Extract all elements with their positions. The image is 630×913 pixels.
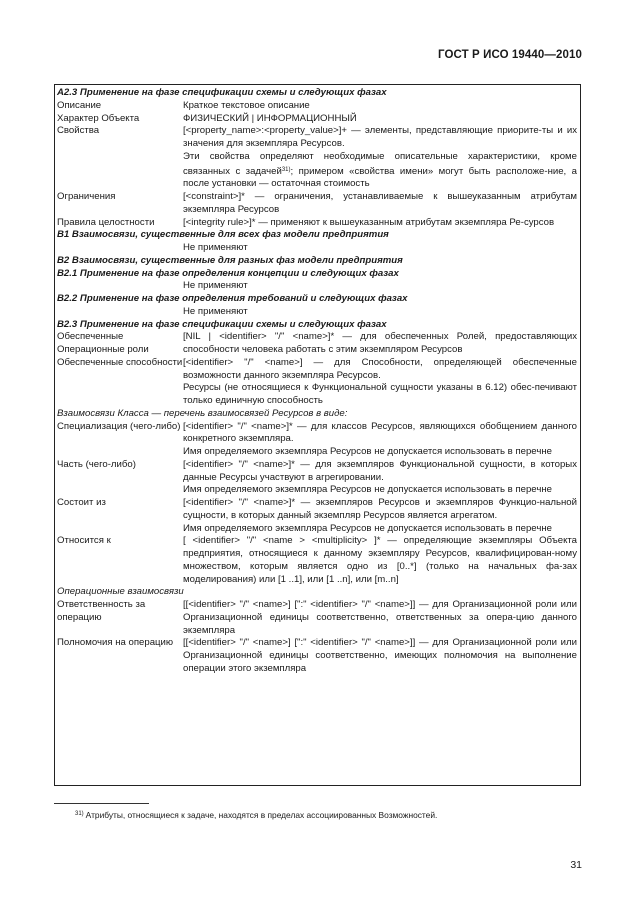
- attribute-table: [57, 87, 577, 676]
- row-description: [57, 100, 577, 113]
- value-paragraph: [<identifier> "/" <name>]* — для экземпляров Функциональной сущности, в которых данные Ресурсы участвуют в агрегировании.: [183, 458, 577, 483]
- value-paragraph: Имя определяемого экземпляра Ресурсов не допускается использовать в перечне: [183, 446, 552, 457]
- section-heading-b21: В2.1 Применение на фазе определения концепции и следующих фазах: [57, 267, 399, 279]
- value-paragraph: [<property_name>:<property_value>]+ — элементы, представляющие приорите-ты и их значения для экземпляра Ресурсов.: [183, 125, 577, 149]
- document-header: ГОСТ Р ИСО 19440—2010: [437, 49, 582, 61]
- text-span: ; примером «свойства имени» могут быть расположе-ние, а после установки — остаточная стоимость: [183, 165, 578, 190]
- footnote-ref: 31): [281, 166, 291, 173]
- term: Состоит из: [57, 497, 106, 508]
- value: [183, 497, 577, 535]
- not-applicable: Не применяют: [183, 280, 248, 292]
- section-heading-b23: В2.3 Применение на фазе спецификации схемы и следующих фазах: [57, 318, 387, 330]
- value-paragraph: [<identifier> "/" <name>] — для Способности, определяющей обеспеченные возможности данного экземпляра Ресурсов.: [183, 356, 577, 381]
- term: Ответственность за операцию: [57, 599, 146, 623]
- value-paragraph: Ресурсы (не относящиеся к Функциональной сущности указаны в 6.12) обес-печивают только единичную способность: [183, 382, 577, 406]
- row-properties: [57, 125, 577, 191]
- row-operation-responsibility: [57, 599, 577, 637]
- footnote-text: Атрибуты, относящиеся к задаче, находятся в пределах ассоциированных Возможностей.: [85, 810, 438, 820]
- value-paragraph: [<identifier> "/" <name>]* — экземпляров Ресурсов и экземпляров Функцио-нальной сущности, в которых данный экземпляр Ресурсов является агрегатом.: [183, 497, 577, 521]
- term: Полномочия на операцию: [57, 637, 174, 649]
- value: [<integrity rule>]* — применяют к вышеуказанным атрибутам экземпляра Ре-сурсов: [183, 216, 555, 228]
- footnote-mark: 31): [75, 811, 84, 817]
- row-relates-to: [57, 535, 577, 586]
- term: Характер Объекта: [57, 112, 140, 124]
- term: Правила целостности: [57, 216, 155, 228]
- footnote: [75, 810, 437, 820]
- row-provided-capabilities: [57, 357, 577, 408]
- section-heading-b22: В2.2 Применение на фазе определения требований и следующих фазах: [57, 293, 408, 304]
- value: [[<identifier> "/" <name>] [":" <identifier> "/" <name>]] — для Организационной роли или Организационной единицы соответственно, имеющих полномочия на выполнение операции этого экземпляра: [183, 637, 577, 674]
- term: Обеспеченные способности: [57, 356, 183, 368]
- value: [NIL | <identifier> "/" <name>]* — для обеспеченных Ролей, предоставляющих способности человека работать с этим экземпляром Ресурсов: [183, 331, 577, 355]
- term: Специализация (чего-либо): [57, 420, 181, 432]
- term: Часть (чего-либо): [57, 458, 136, 470]
- value: [[<identifier> "/" <name>] [":" <identifier> "/" <name>]] — для Организационной роли или Организационной единицы соответственно, ответственных за опера-цию данного экземпляра: [183, 599, 577, 636]
- value: [<constraint>]* — ограничения, устанавливаемые к вышеуказанным атрибутам экземпляра Ресурсов: [183, 191, 577, 215]
- value: Краткое текстовое описание: [183, 99, 310, 111]
- value-paragraph: Имя определяемого экземпляра Ресурсов не допускается использовать в перечне: [183, 484, 552, 496]
- section-heading-b1: В1 Взаимосвязи, существенные для всех фаз модели предприятия: [57, 229, 389, 241]
- row-object-character: [57, 113, 577, 126]
- value: ФИЗИЧЕСКИЙ | ИНФОРМАЦИОННЫЙ: [183, 112, 357, 124]
- footnote-divider: [54, 803, 149, 804]
- row-operation-authority: [57, 637, 577, 675]
- value: [183, 357, 577, 408]
- row-constraints: [57, 191, 577, 217]
- value-paragraph: Имя определяемого экземпляра Ресурсов не допускается использовать в перечне: [183, 522, 552, 534]
- term: Относится к: [57, 535, 111, 547]
- text-span: Эти свойства определяют необходимые описательные характеристики, кроме связанных с задачей: [183, 150, 577, 177]
- row-part-of: [57, 459, 577, 497]
- row-provided-roles: [57, 331, 577, 357]
- operational-relations-heading: Операционные взаимосвязи: [57, 586, 184, 598]
- not-applicable: Не применяют: [183, 305, 248, 317]
- term: Свойства: [57, 125, 100, 137]
- row-specialization: [57, 421, 577, 459]
- term: Ограничения: [57, 191, 116, 202]
- row-integrity-rules: [57, 217, 577, 230]
- value: [183, 459, 577, 497]
- class-relations-heading: Взаимосвязи Класса — перечень взаимосвязей Ресурсов в виде:: [57, 407, 348, 419]
- not-applicable: Не применяют: [183, 242, 248, 253]
- value: [183, 125, 577, 191]
- value-paragraph: [<identifier> "/" <name>]* — для классов Ресурсов, являющихся обобщением данного конкретного экземпляра.: [183, 420, 577, 445]
- section-heading-a23: А2.3 Применение на фазе спецификации схемы и следующих фазах: [57, 87, 387, 98]
- value: [183, 421, 577, 459]
- value-paragraph: [183, 151, 577, 191]
- row-consists-of: [57, 497, 577, 535]
- term: Описание: [57, 99, 102, 111]
- value: [ <identifier> "/" <name > <multiplicity> ]* — определяющие экземпляры Объекта предприятия, относящиеся к данному экземпляру Ресурсов, квалифицирован-ному множеством, которым является одно из [0..*] (только на начальных фа-зах моделирования) или [1 ..1], или [1 ..n], или [m..n]: [183, 535, 577, 585]
- page-number: 31: [570, 859, 582, 871]
- section-heading-b2: В2 Взаимосвязи, существенные для разных фаз модели предприятия: [57, 254, 403, 266]
- term: Обеспеченные Операционные роли: [57, 331, 149, 355]
